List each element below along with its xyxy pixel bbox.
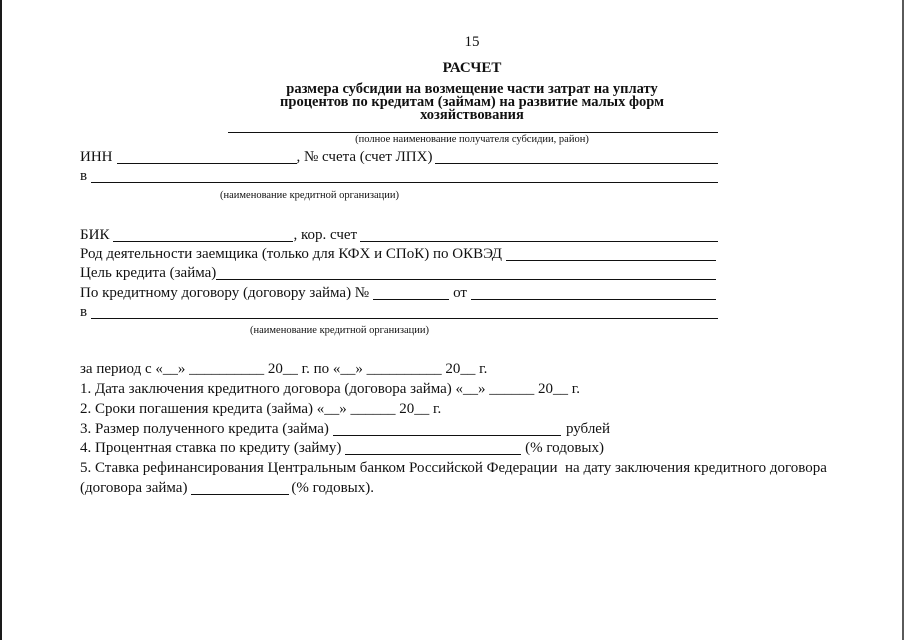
page-number: 15 <box>464 34 480 50</box>
document-title: РАСЧЕТ <box>442 60 502 76</box>
bank-prefix: в <box>80 168 88 184</box>
subtitle-line: хозяйствования <box>420 107 524 123</box>
purpose-label: Цель кредита (займа) <box>80 265 217 281</box>
loan-amount-blank <box>333 420 561 436</box>
document-subtitle <box>172 83 772 122</box>
scan-edge-left <box>0 0 2 640</box>
bank-name-blank <box>91 303 718 319</box>
inn-row <box>80 148 718 166</box>
interest-rate-label: 4. Процентная ставка по кредиту (займу) <box>80 440 342 456</box>
bik-blank <box>113 226 293 242</box>
subtitle-line: размера субсидии на возмещение части затрат на уплату <box>286 81 658 97</box>
contract-row <box>80 284 716 302</box>
period-line: за период с «__» __________ 20__ г. по «__» __________ 20__ г. <box>80 361 488 377</box>
item-contract-date: 1. Дата заключения кредитного договора (договора займа) «__» ______ 20__ г. <box>80 381 581 397</box>
interest-rate-unit: (% годовых) <box>525 440 604 456</box>
scan-edge-right <box>902 0 904 640</box>
item-interest-rate <box>80 439 604 457</box>
recipient-name-blank <box>228 132 718 133</box>
activity-row <box>80 245 716 263</box>
refinancing-rate-label: (договора займа) <box>80 480 188 496</box>
bik-label: БИК <box>80 227 110 243</box>
purpose-row <box>80 264 716 282</box>
interest-rate-blank <box>345 439 521 455</box>
bank-prefix: в <box>80 304 88 320</box>
item-refinancing-rate: 5. Ставка рефинансирования Центральным банком Российской Федерации на дату заключения кредитного договора <box>80 460 827 476</box>
item-loan-amount <box>80 420 610 438</box>
bank-row <box>80 167 718 185</box>
refinancing-rate-blank <box>191 479 289 495</box>
bank-caption: (наименование кредитной организации) <box>220 190 399 201</box>
corr-account-blank <box>360 226 718 242</box>
contract-date-blank <box>471 284 716 300</box>
bank-caption: (наименование кредитной организации) <box>250 325 429 336</box>
contract-number-blank <box>373 284 449 300</box>
okved-blank <box>506 245 716 261</box>
bik-row <box>80 226 718 244</box>
item-repayment-term: 2. Сроки погашения кредита (займа) «__» ______ 20__ г. <box>80 401 442 417</box>
inn-label: ИНН <box>80 149 113 165</box>
contract-label: По кредитному договору (договору займа) № <box>80 285 370 301</box>
activity-label: Род деятельности заемщика (только для КФХ и СПоК) по ОКВЭД <box>80 246 502 262</box>
corr-account-label: , кор. счет <box>293 227 358 243</box>
inn-blank <box>117 148 297 164</box>
account-blank <box>435 148 718 164</box>
contract-date-label: от <box>453 285 467 301</box>
bank-name-blank <box>91 167 718 183</box>
recipient-caption: (полное наименование получателя субсидии, район) <box>355 134 589 145</box>
purpose-blank <box>216 264 716 280</box>
loan-amount-label: 3. Размер полученного кредита (займа) <box>80 421 329 437</box>
bank-row <box>80 303 718 321</box>
item-refinancing-rate-continued <box>80 479 374 497</box>
refinancing-rate-unit: (% годовых). <box>291 480 374 496</box>
subtitle-line: процентов по кредитам (займам) на развитие малых форм <box>280 94 664 110</box>
account-label: , № счета (счет ЛПХ) <box>296 149 433 165</box>
loan-amount-unit: рублей <box>565 421 610 437</box>
